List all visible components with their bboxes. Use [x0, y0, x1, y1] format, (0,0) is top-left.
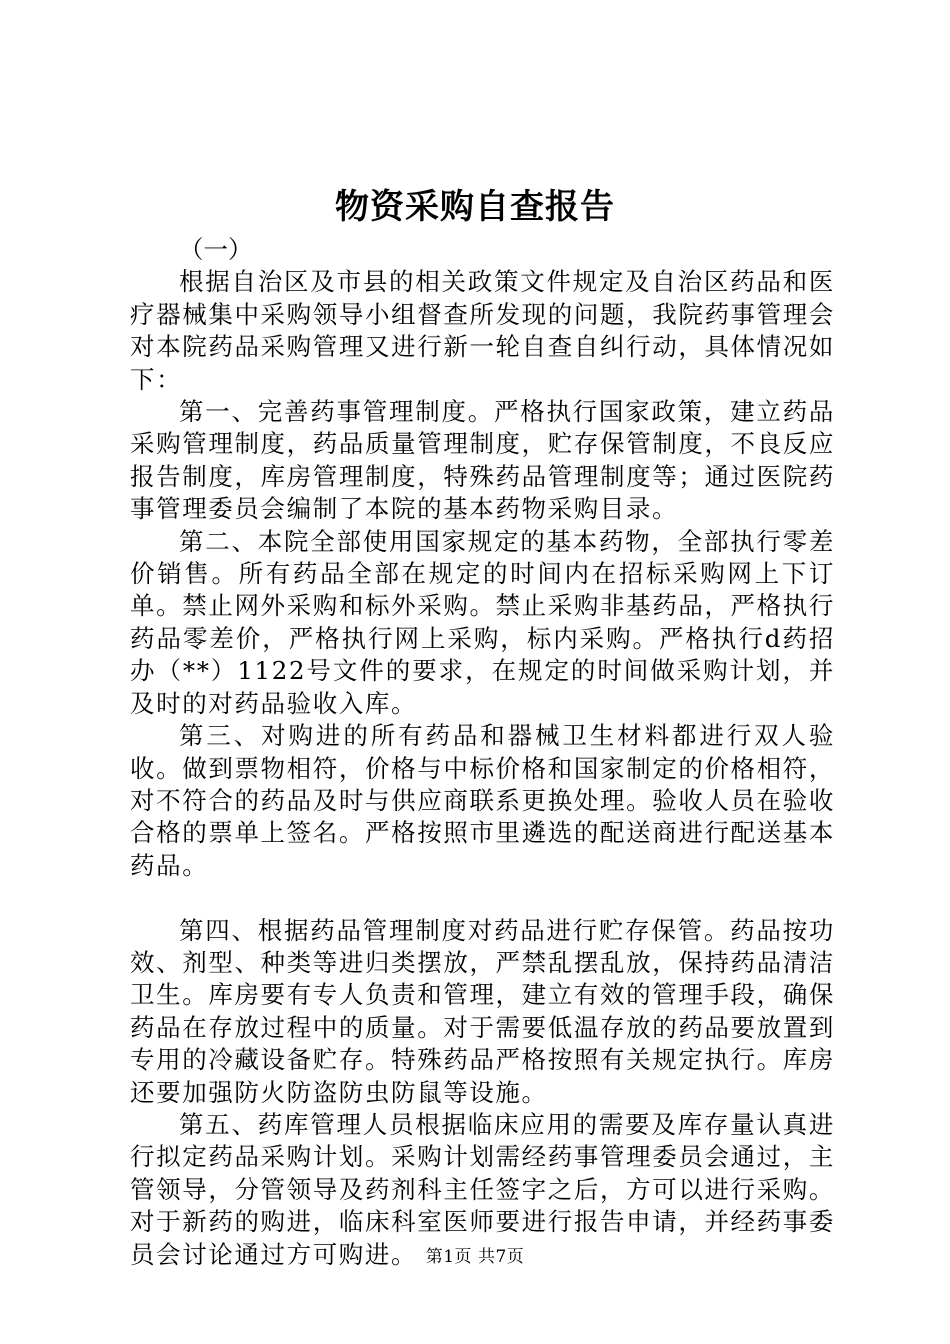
page-footer: 第1页 共7页 — [425, 1247, 525, 1267]
paragraph-fifth: 第五、药库管理人员根据临床应用的需要及库存量认真进行拟定药品采购计划。采购计划需经药事管理委员会通过，主管领导，分管领导及药剂科主任签字之后，方可以进行采购。对于新药的购进，临床科室医师要进行报告申请，并经药事委员会讨论通过方可购进。 — [130, 1109, 835, 1269]
blank-line — [130, 882, 835, 914]
paragraph-third: 第三、对购进的所有药品和器械卫生材料都进行双人验收。做到票物相符，价格与中标价格和国家制定的价格相符，对不符合的药品及时与供应商联系更换处理。验收人员在验收合格的票单上签名。严格按照市里遴选的配送商进行配送基本药品。 — [130, 721, 835, 880]
intro-paragraph: 根据自治区及市县的相关政策文件规定及自治区药品和医疗器械集中采购领导小组督查所发现的问题，我院药事管理会对本院药品采购管理又进行新一轮自查自纠行动，具体情况如下： — [130, 267, 835, 394]
document-body — [130, 234, 835, 1271]
paragraph-fourth: 第四、根据药品管理制度对药品进行贮存保管。药品按功效、剂型、种类等进归类摆放，严禁乱摆乱放，保持药品清洁卫生。库房要有专人负责和管理，建立有效的管理手段，确保药品在存放过程中的质量。对于需要低温存放的药品要放置到专用的冷藏设备贮存。特殊药品严格按照有关规定执行。库房还要加强防火防盗防虫防鼠等设施。 — [130, 915, 835, 1107]
document-title: 物资采购自查报告 — [335, 187, 615, 227]
paragraph-second: 第二、本院全部使用国家规定的基本药物，全部执行零差价销售。所有药品全部在规定的时间内在招标采购网上下订单。禁止网外采购和标外采购。禁止采购非基药品，严格执行药品零差价，严格执行网上采购，标内采购。严格执行d药招办（**）1122号文件的要求，在规定的时间做采购计划，并及时的对药品验收入库。 — [130, 526, 835, 718]
paragraph-first: 第一、完善药事管理制度。严格执行国家政策，建立药品采购管理制度，药品质量管理制度，贮存保管制度，不良反应报告制度，库房管理制度，特殊药品管理制度等；通过医院药事管理委员会编制了本院的基本药物采购目录。 — [130, 397, 835, 524]
section-number: （一） — [179, 235, 253, 264]
